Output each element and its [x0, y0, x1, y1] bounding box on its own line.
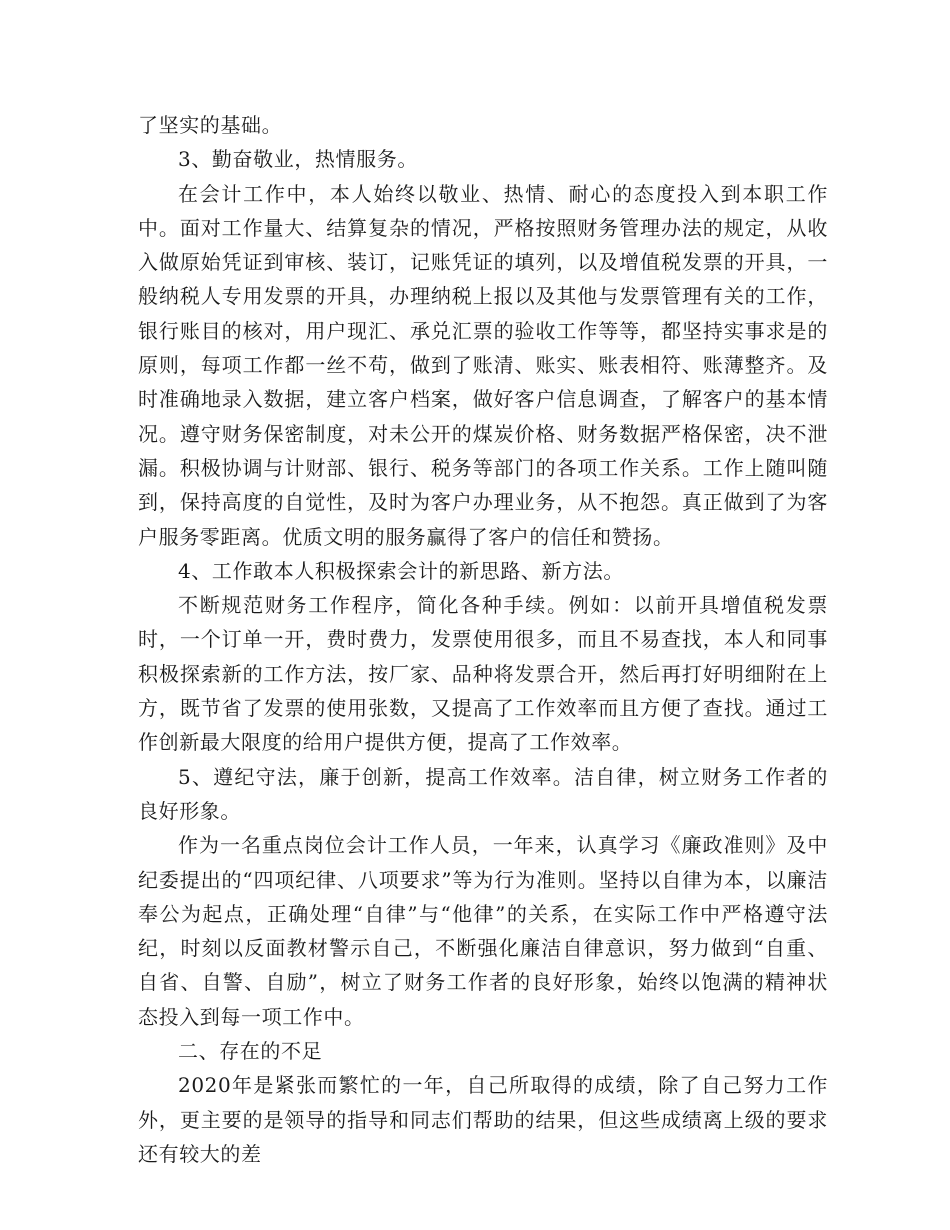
paragraph-process-improvement: 不断规范财务工作程序，简化各种手续。例如：以前开具增值税发票时，一个订单一开，费时费力，发票使用很多，而且不易查找，本人和同事积极探索新的工作方法，按厂家、品种将发票合开，然后再打好明细附在上方，既节省了发票的使用张数，又提高了工作效率而且方便了查找。通过工作创新最大限度的给用户提供方便，提高了工作效率。 [138, 593, 828, 755]
heading-shortcomings: 二、存在的不足 [178, 1039, 323, 1064]
heading-discipline: 5、遵纪守法，廉于创新，提高工作效率。洁自律，树立财务工作者的良好形象。 [138, 764, 828, 823]
paragraph-year-summary: 2020年是紧张而繁忙的一年，自己所取得的成绩，除了自己努力工作外，更主要的是领导的指导和同志们帮助的结果，但这些成绩离上级的要求还有较大的差 [138, 1073, 828, 1166]
document-body [138, 108, 828, 1171]
paragraph-foundation: 了坚实的基础。 [138, 113, 283, 137]
paragraph-accounting-work: 在会计工作中，本人始终以敬业、热情、耐心的态度投入到本职工作中。面对工作量大、结算复杂的情况，严格按照财务管理办法的规定，从收入做原始凭证到审核、装订，记账凭证的填列，以及增值税发票的开具，一般纳税人专用发票的开具，办理纳税上报以及其他与发票管理有关的工作，银行账目的核对，用户现汇、承兑汇票的验收工作等等，都坚持实事求是的原则，每项工作都一丝不苟，做到了账清、账实、账表相符、账薄整齐。及时准确地录入数据，建立客户档案，做好客户信息调查，了解客户的基本情况。遵守财务保密制度，对未公开的煤炭价格、财务数据严格保密，决不泄漏。积极协调与计财部、银行、税务等部门的各项工作关系。工作上随叫随到，保持高度的自觉性，及时为客户办理业务，从不抱怨。真正做到了为客户服务零距离。优质文明的服务赢得了客户的信任和赞扬。 [138, 181, 828, 549]
heading-diligent-service: 3、勤奋敬业，热情服务。 [178, 147, 418, 172]
heading-new-methods: 4、工作敢本人积极探索会计的新思路、新方法。 [178, 558, 624, 583]
paragraph-integrity: 作为一名重点岗位会计工作人员，一年来，认真学习《廉政准则》及中纪委提出的“四项纪律、八项要求”等为行为准则。坚持以自律为本，以廉洁奉公为起点，正确处理“自律”与“他律”的关系，在实际工作中严格遵守法纪，时刻以反面教材警示自己，不断强化廉洁自律意识，努力做到“自重、自省、自警、自励”，树立了财务工作者的良好形象，始终以饱满的精神状态投入到每一项工作中。 [138, 833, 828, 1029]
